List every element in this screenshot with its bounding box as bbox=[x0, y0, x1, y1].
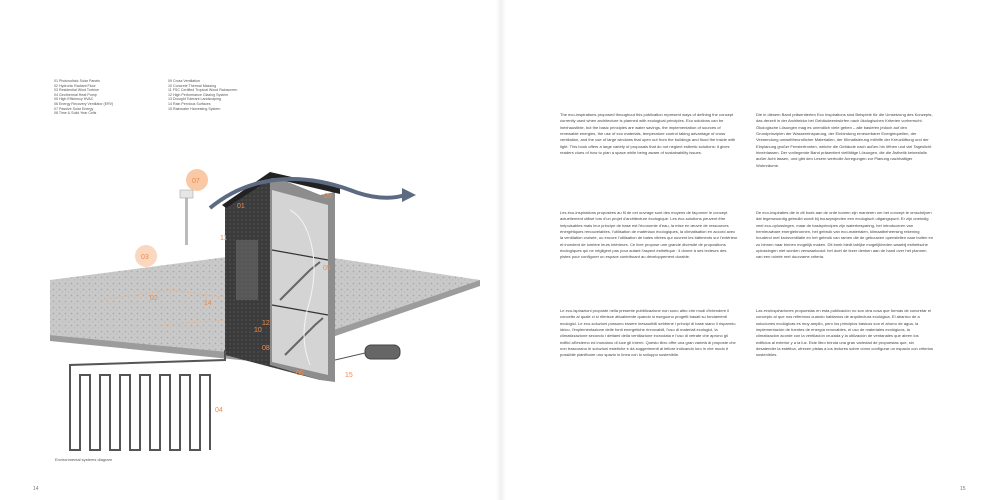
legend-item: 15 Rainwater Harvesting System bbox=[168, 106, 221, 111]
legend-item: 06 Energy Recovery Ventilator (ERV) bbox=[54, 101, 114, 106]
legend-item: 08 Time & Solid Year Cells bbox=[54, 111, 97, 116]
callout-label: 09 bbox=[324, 193, 332, 200]
text-french: Les éco-inspirations proposées au fil de cet ouvrage sont des moyens de façonner le concept actuellement utilisé lors d'un projet d'architecture écologique. Les éco-solutions peuvent être inépuisables mais leur principe de base est l'économie d'eau, la mise en œuvre de ressources énergétiques renouvelables, l'utilisation de matériaux écologiques, la climatisation en accord avec la ventilation croisée, ou encore l'utilisation de baies vitrées qui ouvrent les bâtiments sur l'extérieur et inondent de lumière leurs intérieurs. Ce livre propose une grande diversité de propositions écologiques qui ne négligent pas pour autant l'aspect esthétique : il donne à ses lecteurs des pistes pour configurer un espace contribuant au développement durable. bbox=[560, 210, 738, 260]
legend-item: 04 Geothermal Heat Pump bbox=[54, 92, 97, 97]
callout-label: 11 bbox=[220, 235, 228, 242]
legend-column-2 bbox=[168, 79, 237, 111]
legend-column-1 bbox=[54, 79, 113, 116]
book-gutter bbox=[496, 0, 506, 500]
legend-item: 01 Photovoltaic Solar Panels bbox=[54, 79, 100, 83]
geothermal-loop bbox=[70, 350, 225, 450]
page-number-left: 14 bbox=[33, 486, 39, 492]
legend-item: 11 FSC Certified Tropical Wood Rainscreen bbox=[168, 88, 238, 93]
callout-label: 10 bbox=[254, 327, 262, 334]
environmental-systems-diagram bbox=[40, 150, 480, 460]
legend-item: 02 Hydronic Radiant Floor bbox=[54, 83, 96, 88]
figure-caption: Environmental systems diagram bbox=[55, 457, 112, 462]
text-spanish bbox=[756, 308, 934, 359]
tank-pipe bbox=[335, 353, 365, 360]
legend-item: 14 Rain Pervious Surfaces bbox=[168, 101, 211, 106]
legend-item: 12 High Performance Glazing System bbox=[168, 92, 229, 97]
legend-item: 10 Concrete Thermal Massing bbox=[168, 83, 217, 88]
rainwater-tank bbox=[365, 345, 400, 359]
text-german: Die in diesem Band präsentierten Eco Inspirations sind Beispiele für die Umsetzung des Konzepts, das derzeit in der Architektur bei Gebäudeentwürfen nach ökologischen Kriterien vorherrscht. Ökologische Lösungen mag es unendlich viele geben – alle basieren jedoch auf den Grundprinzipien der Wassereinsparung, der Einbindung erneuerbarer Energiequellen, der Verwendung umweltfreundlicher Materialien, der Klimatisierung mithilfe der Kreuzlüftung und der Einplanung großer Fensterfronten, welche die Gebäude nach außen hin öffnen und viel Tageslicht hineinlassen. Der vorliegende Band präsentiert vielfältige Lösungen, die die Ästhetik keinesfalls außer Acht lassen, und gibt den Lesern wertvolle Anregungen zur Planung nachhaltiger Wohnräume. bbox=[756, 112, 933, 168]
legend-item: 03 Residential Wind Turbine bbox=[54, 88, 99, 93]
callout-label: 07 bbox=[192, 178, 200, 185]
legend-item: 05 High Efficiency HVAC bbox=[54, 97, 94, 102]
text-italian: Le eco-ispirazioni proposte nella presente pubblicazione non sono altro che modi d'intendere il concetto al quale ci si riferisce attualmente quando si eseguono progetti basati su fondamenti ecologici. Le eco-soluzioni possono essere inesauribili sebbene i principi di base siano il risparmio idrico, l'implementazione delle fonti energetiche rinnovabili, l'uso di materiali ecologici, la climatizzazione secondo i dettami della ventilazione incrociata e l'uso di vetrate che aprono gli edifici all'esterno ed inondano di luce gli interni. Questo libro offre una gran varietà di proposte che non trascurano le soluzioni estetiche e dà suggerimenti al lettore indicando loro in che modo è possibile pianificare uno spazio in linea con lo sviluppo sostenibile. bbox=[560, 308, 736, 358]
solar-panel bbox=[180, 190, 193, 198]
glazing-panel bbox=[236, 240, 258, 300]
callout-label: 05 bbox=[323, 265, 331, 272]
callout-label: 01 bbox=[237, 203, 245, 210]
callout-label: 08 bbox=[262, 345, 270, 352]
text-spanish-body: propuestas en esta publicación no son otra cosa que formas de concretar el concepto al que nos referimos cuando hablamos de arquitectura ecológica. El abanico de a soluciones ecológicas es muy amplio, pero los principios básicos son el ahorro de agua, la implementación de fuentes de energía renovables, el uso de materiales ecológicos, la climatización acorde con la ventilación cruzada y la utilización de ventanales que abren los edificios al exterior y a la luz. Este libro brinda una gran variedad de propuestas que, sin desatender la estética, ofrecen pistas a los lectores sobre cómo configurar un espacio con criterios sostenibles. bbox=[756, 308, 934, 358]
legend-item: 09 Cross Ventilation bbox=[168, 79, 200, 83]
legend-item: 13 Drought Tolerant Landscaping bbox=[168, 97, 221, 102]
legend-item: 07 Passive Solar Energy bbox=[54, 106, 94, 111]
callout-label: 06 bbox=[296, 370, 304, 377]
callout-label: 04 bbox=[215, 407, 223, 414]
callout-label: 12 bbox=[262, 320, 270, 327]
callout-label: 02 bbox=[150, 295, 158, 302]
text-dutch: De eco-inspiraties die in dit boek aan de orde komen zijn manieren om het concept te omschrijven dat tegenwoordig gebruikt wordt bij bouwprojecten een ecologisch uitgangspunt. Er zijn oneindig veel eco-oplossingen, maar de basisprincipes zijn waterbesparing, het introduceren van hernieuwbare energiebronnen, het gebruik van eco-materialen, klimaatbeheersing rekening houdend met kruisventilatie en het gebruik van ramen die de gebouwen openstellen naar buiten en zo binnen naar binnen mogelijk maken. Dit boek biedt talrijke mogelijkheden waarbij esthetische oplossingen niet worden verwaarloosd: het doet de lezer denken aan de hand over het plannen van een ruimte met duurzame criteria. bbox=[756, 210, 934, 260]
callout-label: 03 bbox=[141, 254, 149, 261]
ventilation-arrow-head bbox=[402, 188, 416, 202]
page-number-right: 15 bbox=[960, 486, 966, 492]
text-spanish-lead: Las ecoinspiraciones bbox=[756, 308, 794, 313]
callout-label: 14 bbox=[204, 300, 212, 307]
text-english: The eco-inspirations proposed throughout this publication represent ways of defining the concept currently used when architecture is planned with ecological principles. Eco solutions can be inexhaustible, but the basic principles are water savings, the implementation of sources of renewable energies, the use of eco materials, temperature control taking advantage of cross ventilation, and the use of large windows that open out from the buildings and flood the inside with light. This book offers a large variety of proposals that do not neglect esthetic solutions: it gives readers clues of how to plan a space while being aware of sustainability issues. bbox=[560, 112, 736, 156]
callout-label: 15 bbox=[345, 372, 353, 379]
